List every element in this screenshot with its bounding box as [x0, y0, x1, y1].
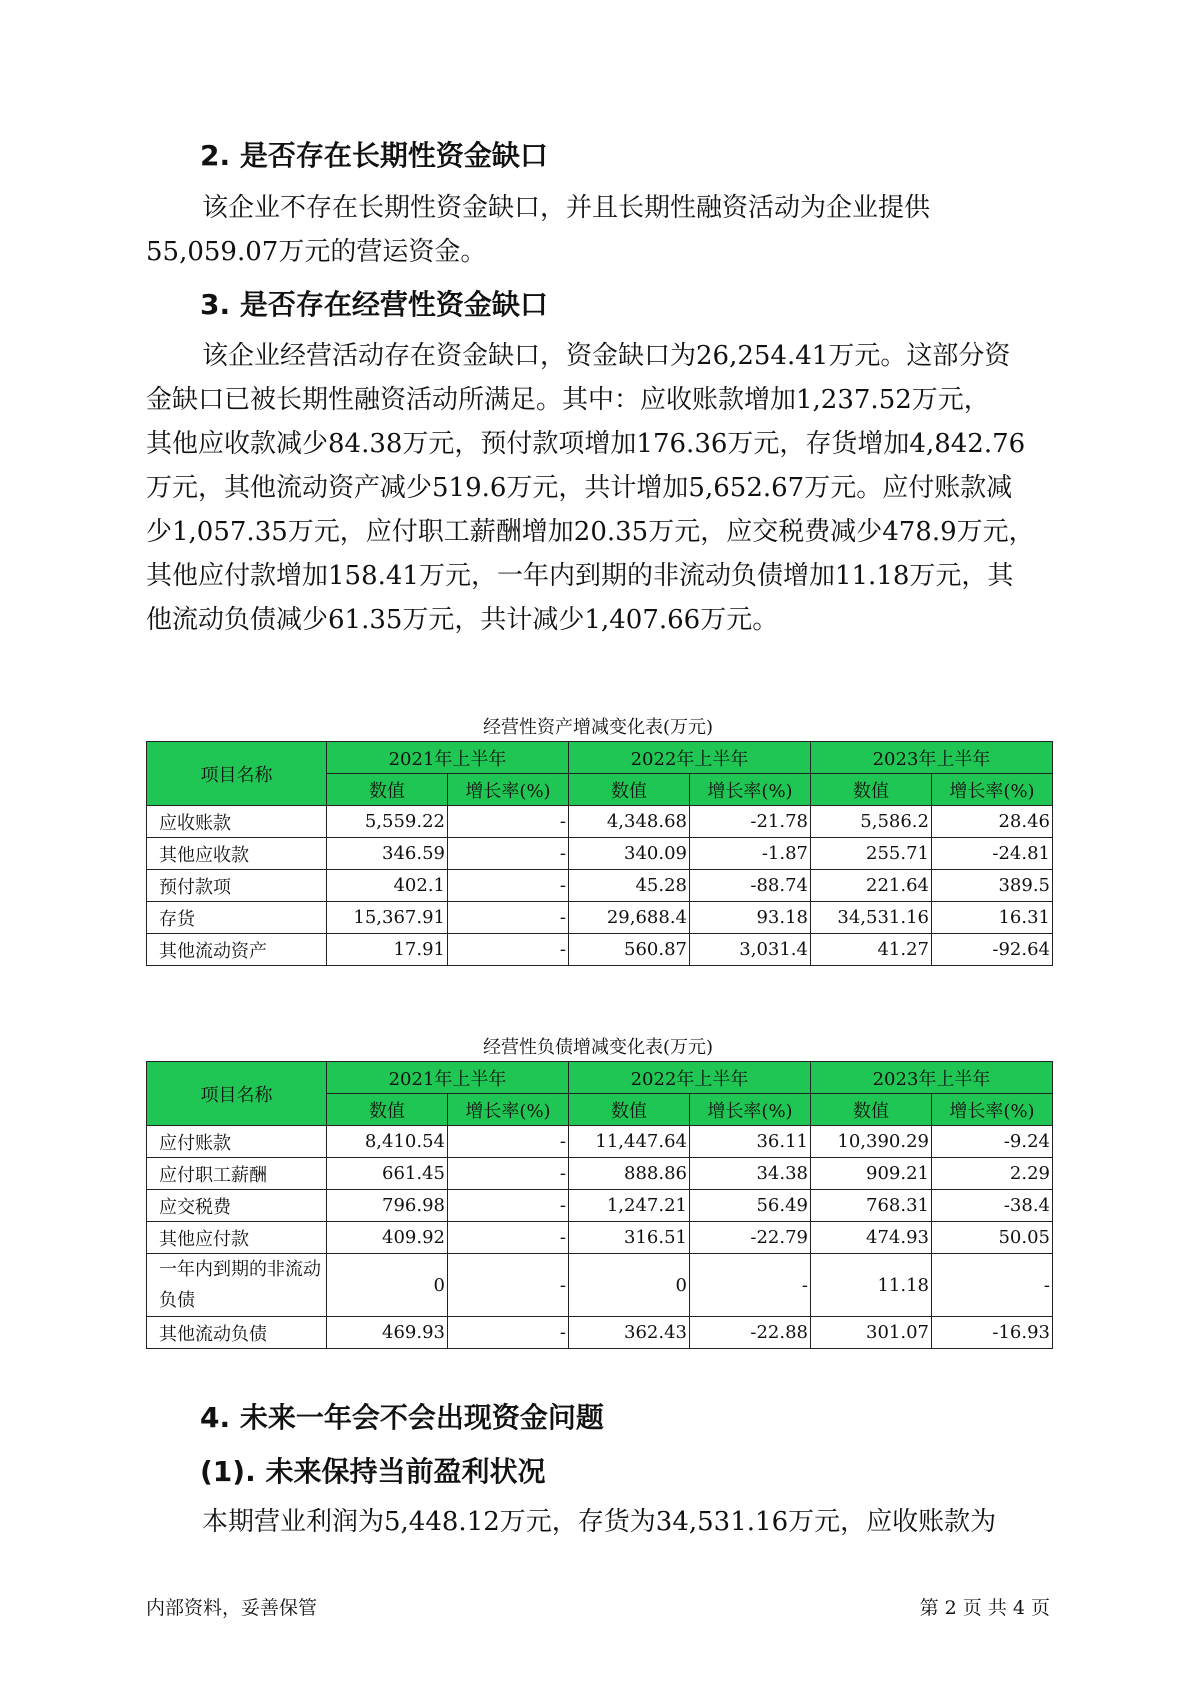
section-3-paragraph [146, 334, 1050, 642]
table-cell: - [448, 1254, 569, 1317]
table-cell: 0 [327, 1254, 448, 1317]
row-item-name: 应收账款 [147, 806, 327, 838]
header-item-name: 项目名称 [147, 742, 327, 806]
table-cell: 909.21 [811, 1158, 932, 1190]
header-period-2023: 2023年上半年 [811, 742, 1053, 774]
table-cell: -9.24 [932, 1126, 1053, 1158]
table-cell: - [448, 838, 569, 870]
table-cell: 1,247.21 [569, 1190, 690, 1222]
header-growth: 增长率(%) [932, 774, 1053, 806]
row-item-name: 其他流动资产 [147, 934, 327, 966]
row-item-name: 其他流动负债 [147, 1317, 327, 1349]
table-row [147, 1158, 1053, 1190]
table-cell: 316.51 [569, 1222, 690, 1254]
row-item-name: 存货 [147, 902, 327, 934]
section-2-paragraph [146, 186, 1050, 274]
table-row [147, 1190, 1053, 1222]
table-cell: 93.18 [690, 902, 811, 934]
table-cell: 56.49 [690, 1190, 811, 1222]
table-cell: 45.28 [569, 870, 690, 902]
table-cell: - [448, 1158, 569, 1190]
table-cell: 11,447.64 [569, 1126, 690, 1158]
table-cell: - [690, 1254, 811, 1317]
footer-confidential-note: 内部资料，妥善保管 [146, 1597, 318, 1619]
table-cell: - [448, 1317, 569, 1349]
table-row [147, 1126, 1053, 1158]
section-4-heading: 4. 未来一年会不会出现资金问题 [200, 1401, 604, 1434]
header-value: 数值 [569, 774, 690, 806]
table-cell: 888.86 [569, 1158, 690, 1190]
table-cell: 409.92 [327, 1222, 448, 1254]
row-item-name: 预付款项 [147, 870, 327, 902]
asset-change-table [146, 741, 1053, 966]
header-growth: 增长率(%) [690, 774, 811, 806]
paragraph-line: 他流动负债减少61.35万元，共计减少1,407.66万元。 [146, 605, 779, 635]
header-growth: 增长率(%) [690, 1094, 811, 1126]
table-cell: -21.78 [690, 806, 811, 838]
table-cell: 10,390.29 [811, 1126, 932, 1158]
header-value: 数值 [327, 774, 448, 806]
table-row [147, 1317, 1053, 1349]
table-cell: 301.07 [811, 1317, 932, 1349]
table-cell: 346.59 [327, 838, 448, 870]
table-cell: 36.11 [690, 1126, 811, 1158]
table-cell: 768.31 [811, 1190, 932, 1222]
table-cell: 469.93 [327, 1317, 448, 1349]
table-cell: 34.38 [690, 1158, 811, 1190]
table-cell: - [448, 870, 569, 902]
table-cell: 3,031.4 [690, 934, 811, 966]
table-cell: 4,348.68 [569, 806, 690, 838]
table-cell: -88.74 [690, 870, 811, 902]
header-period-2023: 2023年上半年 [811, 1062, 1053, 1094]
header-period-2021: 2021年上半年 [327, 1062, 569, 1094]
table-row [147, 838, 1053, 870]
paragraph-line: 少1,057.35万元，应付职工薪酬增加20.35万元，应交税费减少478.9万元， [146, 517, 1035, 547]
table-row [147, 934, 1053, 966]
table-cell: - [448, 1190, 569, 1222]
table-cell: 8,410.54 [327, 1126, 448, 1158]
header-item-name: 项目名称 [147, 1062, 327, 1126]
row-item-name: 其他应收款 [147, 838, 327, 870]
row-item-name: 应交税费 [147, 1190, 327, 1222]
table-cell: - [448, 1126, 569, 1158]
header-value: 数值 [811, 1094, 932, 1126]
header-growth: 增长率(%) [932, 1094, 1053, 1126]
table-cell: 796.98 [327, 1190, 448, 1222]
table-cell: - [448, 934, 569, 966]
liability-change-table [146, 1061, 1053, 1349]
header-value: 数值 [569, 1094, 690, 1126]
paragraph-line: 该企业经营活动存在资金缺口，资金缺口为26,254.41万元。这部分资 [202, 341, 1011, 371]
table-cell: - [448, 806, 569, 838]
table-cell: 29,688.4 [569, 902, 690, 934]
section-2-heading: 2. 是否存在长期性资金缺口 [200, 139, 548, 172]
header-value: 数值 [327, 1094, 448, 1126]
table-cell: 2.29 [932, 1158, 1053, 1190]
table-cell: -1.87 [690, 838, 811, 870]
header-period-2022: 2022年上半年 [569, 742, 811, 774]
liability-table-caption: 经营性负债增减变化表(万元) [482, 1037, 714, 1058]
table-cell: 389.5 [932, 870, 1053, 902]
section-3-heading: 3. 是否存在经营性资金缺口 [200, 288, 548, 321]
row-item-name: 应付账款 [147, 1126, 327, 1158]
table-cell: -22.79 [690, 1222, 811, 1254]
table-cell: 221.64 [811, 870, 932, 902]
table-cell: 474.93 [811, 1222, 932, 1254]
table-cell: 16.31 [932, 902, 1053, 934]
paragraph-line: 其他应收款减少84.38万元，预付款项增加176.36万元，存货增加4,842.76 [146, 429, 1026, 459]
table-cell: 0 [569, 1254, 690, 1317]
header-growth: 增长率(%) [448, 1094, 569, 1126]
table-cell: 15,367.91 [327, 902, 448, 934]
table-cell: 402.1 [327, 870, 448, 902]
header-growth: 增长率(%) [448, 774, 569, 806]
paragraph-line: 其他应付款增加158.41万元，一年内到期的非流动负债增加11.18万元，其 [146, 561, 1014, 591]
table-cell: 661.45 [327, 1158, 448, 1190]
section-4-paragraph [146, 1500, 1050, 1544]
table-cell: 362.43 [569, 1317, 690, 1349]
section-4-subheading: (1). 未来保持当前盈利状况 [200, 1455, 546, 1488]
table-cell: 34,531.16 [811, 902, 932, 934]
table-cell: -16.93 [932, 1317, 1053, 1349]
footer-page-number: 第 2 页 共 4 页 [919, 1597, 1050, 1619]
table-cell: 28.46 [932, 806, 1053, 838]
table-row [147, 1254, 1053, 1317]
header-period-2022: 2022年上半年 [569, 1062, 811, 1094]
table-cell: -24.81 [932, 838, 1053, 870]
row-item-name: 应付职工薪酬 [147, 1158, 327, 1190]
table-cell: 50.05 [932, 1222, 1053, 1254]
table-cell: - [448, 902, 569, 934]
table-cell: - [932, 1254, 1053, 1317]
table-cell: -92.64 [932, 934, 1053, 966]
paragraph-line: 本期营业利润为5,448.12万元，存货为34,531.16万元，应收账款为 [202, 1507, 997, 1537]
paragraph-line: 该企业不存在长期性资金缺口，并且长期性融资活动为企业提供 [202, 193, 931, 223]
table-row [147, 806, 1053, 838]
paragraph-line: 55,059.07万元的营运资金。 [146, 237, 487, 267]
asset-table-caption: 经营性资产增减变化表(万元) [482, 717, 714, 738]
paragraph-line: 金缺口已被长期性融资活动所满足。其中：应收账款增加1,237.52万元， [146, 385, 990, 415]
table-cell: 5,559.22 [327, 806, 448, 838]
table-cell: 255.71 [811, 838, 932, 870]
table-cell: -22.88 [690, 1317, 811, 1349]
table-cell: 11.18 [811, 1254, 932, 1317]
paragraph-line: 万元，其他流动资产减少519.6万元，共计增加5,652.67万元。应付账款减 [146, 473, 1013, 503]
table-cell: 17.91 [327, 934, 448, 966]
table-row [147, 1222, 1053, 1254]
table-cell: 560.87 [569, 934, 690, 966]
table-cell: 41.27 [811, 934, 932, 966]
header-period-2021: 2021年上半年 [327, 742, 569, 774]
table-cell: 5,586.2 [811, 806, 932, 838]
header-value: 数值 [811, 774, 932, 806]
row-item-name: 其他应付款 [147, 1222, 327, 1254]
table-row [147, 902, 1053, 934]
table-cell: -38.4 [932, 1190, 1053, 1222]
table-cell: - [448, 1222, 569, 1254]
row-item-name: 一年内到期的非流动负债 [147, 1254, 327, 1317]
table-row [147, 870, 1053, 902]
table-cell: 340.09 [569, 838, 690, 870]
